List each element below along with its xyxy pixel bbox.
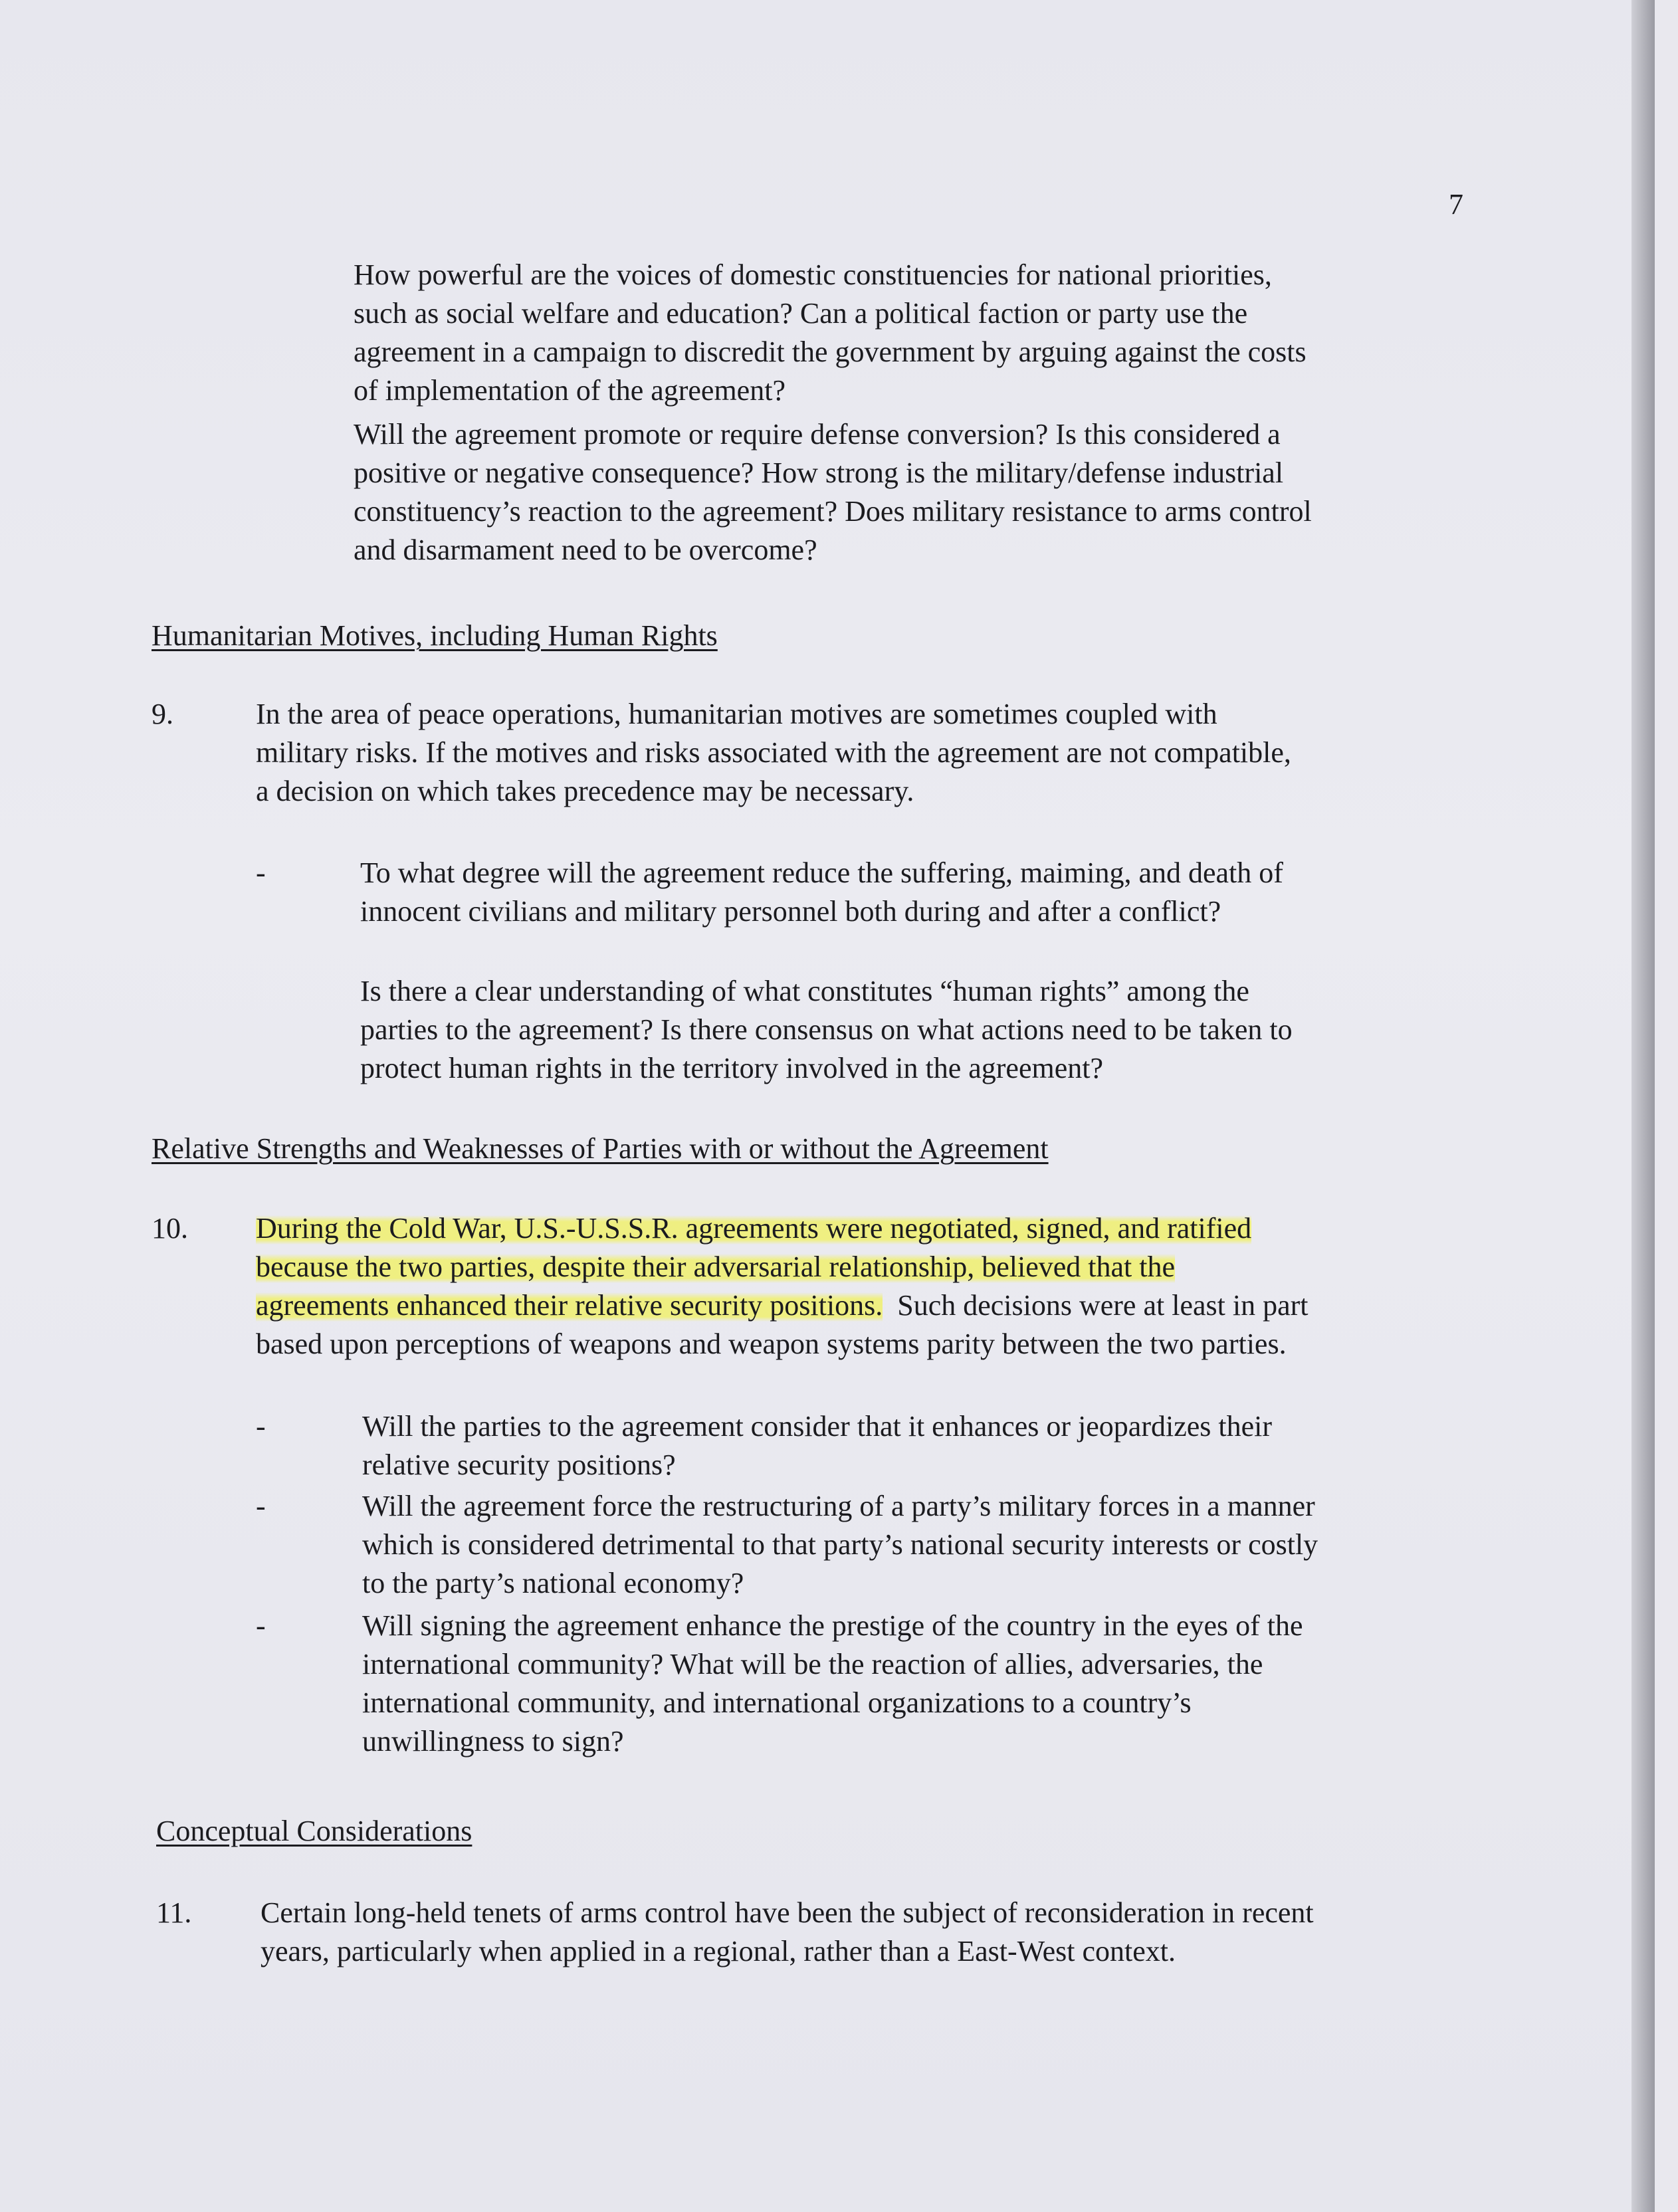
- text-line: such as social welfare and education? Can a political faction or party use the: [354, 297, 1248, 330]
- item-10-text: [256, 1209, 1308, 1363]
- item-number-11: 11.: [156, 1896, 192, 1929]
- intro-paragraph-defense-conversion: [354, 415, 1312, 569]
- text-line: and disarmament need to be overcome?: [354, 534, 817, 566]
- text-line: protect human rights in the territory involved in the agreement?: [360, 1052, 1103, 1084]
- text-line: To what degree will the agreement reduce the suffering, maiming, and death of: [360, 856, 1283, 889]
- text-line: to the party’s national economy?: [362, 1567, 744, 1599]
- text-line: How powerful are the voices of domestic constituencies for national priorities,: [354, 258, 1272, 291]
- text-line: of implementation of the agreement?: [354, 374, 786, 407]
- text-line: Will the parties to the agreement consider that it enhances or jeopardizes their: [362, 1410, 1273, 1443]
- text-line: positive or negative consequence? How strong is the military/defense industrial: [354, 456, 1284, 489]
- section-heading-conceptual: Conceptual Considerations: [156, 1815, 472, 1847]
- section-heading-relative-strengths: Relative Strengths and Weaknesses of Parties with or without the Agreement: [152, 1132, 1049, 1165]
- highlighted-text: because the two parties, despite their adversarial relationship, believed that the: [256, 1251, 1176, 1283]
- bullet-dash: -: [256, 1410, 266, 1443]
- text-line: agreement in a campaign to discredit the government by arguing against the costs: [354, 336, 1307, 368]
- text-line: international community? What will be the reaction of allies, adversaries, the: [362, 1648, 1263, 1680]
- text-line: Will the agreement promote or require defense conversion? Is this considered a: [354, 418, 1281, 451]
- text-line: In the area of peace operations, humanitarian motives are sometimes coupled with: [256, 698, 1217, 730]
- text-line: Is there a clear understanding of what constitutes “human rights” among the: [360, 975, 1249, 1007]
- text-line: which is considered detrimental to that party’s national security interests or costly: [362, 1528, 1318, 1561]
- item-11-text: [261, 1894, 1314, 1971]
- text-line: based upon perceptions of weapons and weapon systems parity between the two parties.: [256, 1328, 1287, 1360]
- text-line: a decision on which takes precedence may be necessary.: [256, 775, 914, 807]
- item-9-text: [256, 695, 1291, 811]
- text-line: unwillingness to sign?: [362, 1725, 624, 1758]
- bullet-dash: -: [256, 856, 266, 889]
- item-number-10: 10.: [152, 1212, 188, 1245]
- text-line: [256, 1209, 1308, 1248]
- item-9-question-suffering: [360, 854, 1283, 931]
- text-line: parties to the agreement? Is there consensus on what actions need to be taken to: [360, 1013, 1293, 1046]
- text-line: years, particularly when applied in a regional, rather than a East-West context.: [261, 1935, 1176, 1967]
- highlighted-text: During the Cold War, U.S.-U.S.S.R. agreements were negotiated, signed, and ratified: [256, 1212, 1252, 1245]
- item-10-question-prestige: [362, 1607, 1303, 1761]
- intro-paragraph-constituencies: [354, 256, 1307, 410]
- bullet-dash: -: [256, 1609, 266, 1642]
- page-edge-shadow: [1631, 0, 1655, 2212]
- text-line: Will signing the agreement enhance the prestige of the country in the eyes of the: [362, 1609, 1303, 1642]
- text-line: [256, 1248, 1308, 1286]
- text-line: [256, 1286, 1308, 1325]
- text-span: Such decisions were at least in part: [883, 1289, 1309, 1322]
- section-heading-humanitarian: Humanitarian Motives, including Human Rights: [152, 619, 718, 652]
- page-number: 7: [1449, 188, 1463, 221]
- text-line: innocent civilians and military personnel both during and after a conflict?: [360, 895, 1221, 928]
- text-line: international community, and international organizations to a country’s: [362, 1686, 1192, 1719]
- bullet-dash: -: [256, 1490, 266, 1522]
- item-number-9: 9.: [152, 698, 173, 730]
- item-10-question-restructuring: [362, 1487, 1318, 1603]
- item-9-question-human-rights: [360, 972, 1293, 1088]
- text-line: military risks. If the motives and risks associated with the agreement are not compatible,: [256, 736, 1291, 769]
- text-line: constituency’s reaction to the agreement? Does military resistance to arms control: [354, 495, 1312, 528]
- text-line: Certain long-held tenets of arms control have been the subject of reconsideration in recent: [261, 1896, 1314, 1929]
- item-10-question-security: [362, 1407, 1272, 1484]
- text-line: Will the agreement force the restructuring of a party’s military forces in a manner: [362, 1490, 1315, 1522]
- text-line: relative security positions?: [362, 1449, 676, 1481]
- highlighted-text: agreements enhanced their relative security positions.: [256, 1289, 883, 1322]
